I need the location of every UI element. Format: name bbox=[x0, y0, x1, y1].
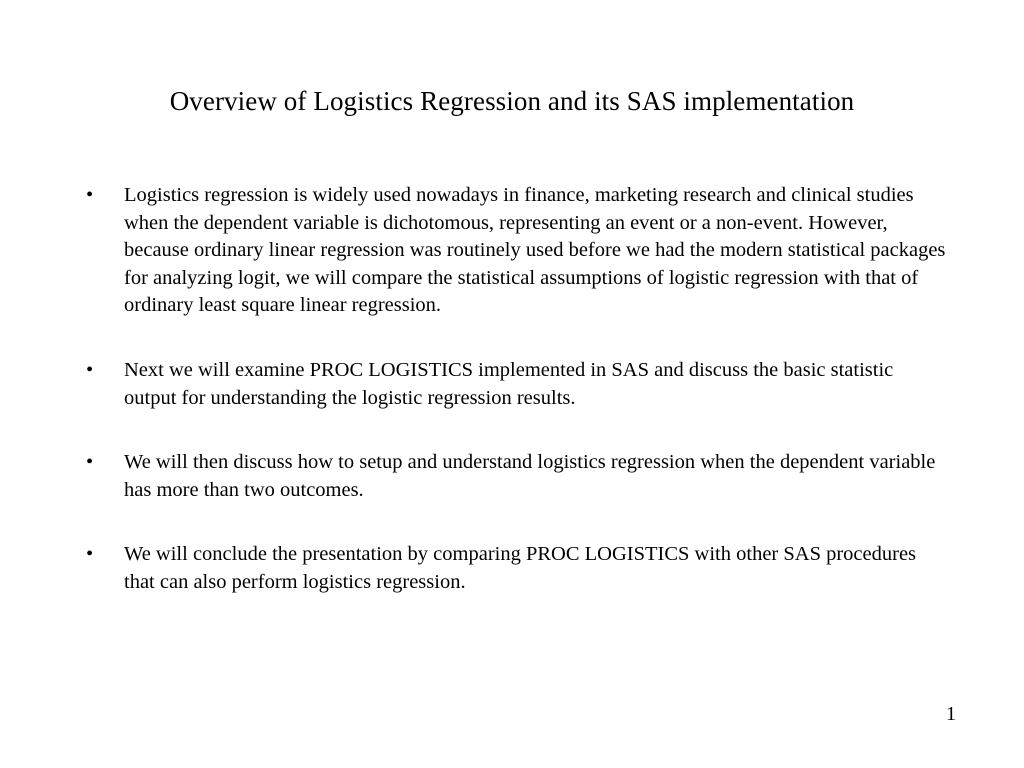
list-item-text: Next we will examine PROC LOGISTICS implemented in SAS and discuss the basic statistic output for understanding the logistic regression results. bbox=[124, 358, 894, 409]
list-item-text: We will then discuss how to setup and understand logistics regression when the dependent variable has more than two outcomes. bbox=[124, 451, 936, 501]
list-item bbox=[84, 541, 946, 596]
list-item-text: We will conclude the presentation by comparing PROC LOGISTICS with other SAS procedures that can also perform logistics regression. bbox=[124, 543, 917, 593]
list-item bbox=[84, 357, 946, 412]
bullet-point-icon: • bbox=[86, 184, 94, 206]
list-item bbox=[84, 449, 946, 504]
bullet-point-icon: • bbox=[86, 543, 94, 566]
list-item bbox=[84, 182, 946, 320]
page-number: 1 bbox=[946, 703, 956, 725]
list-item-text: Logistics regression is widely used nowadays in finance, marketing research and clinical studies when the dependent variable is dichotomous, representing an event or a non-event. However, because ordinary linear regression was routinely used before we had the modern statistical packages for analyzing logit, we will compare the statistical assumptions of logistic regression with that of ordinary least square linear regression. bbox=[124, 184, 946, 317]
bullet-point-icon: • bbox=[86, 451, 94, 474]
page-title: Overview of Logistics Regression and its SAS implementation bbox=[169, 86, 855, 116]
bullet-list bbox=[84, 182, 946, 597]
bullet-point-icon: • bbox=[86, 358, 94, 381]
